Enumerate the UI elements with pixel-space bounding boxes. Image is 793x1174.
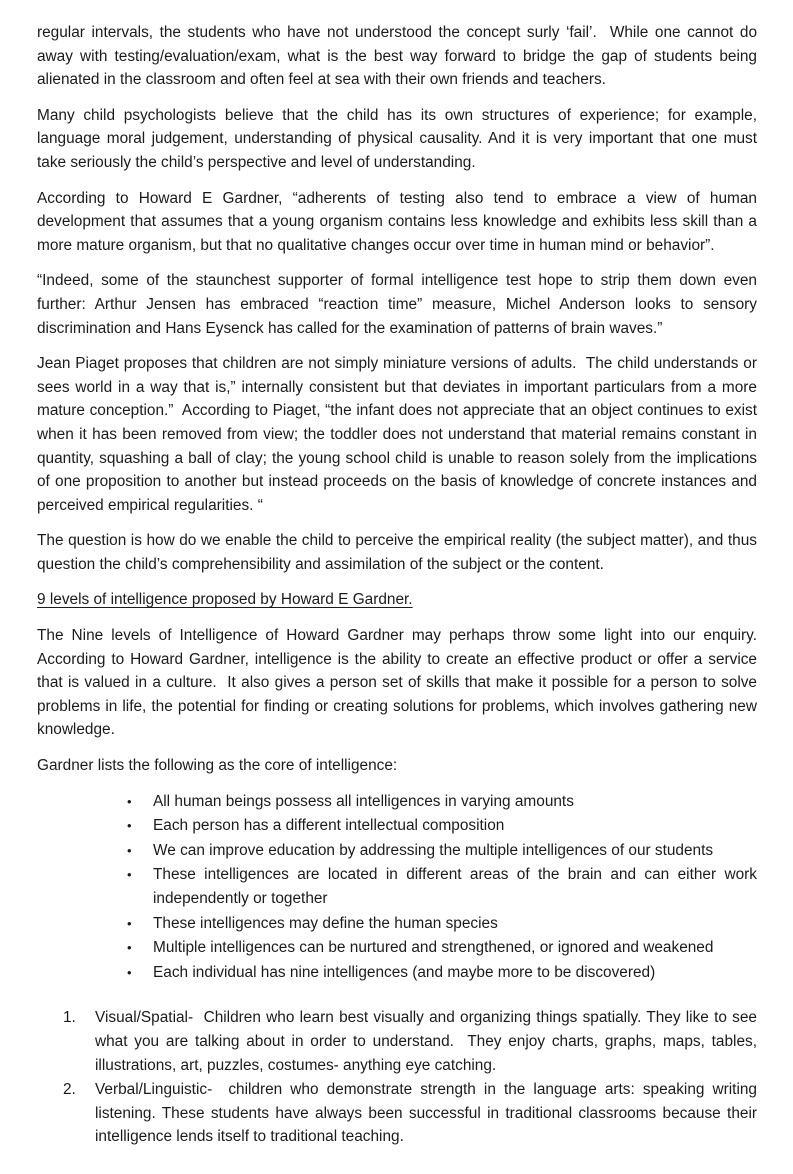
numbered-item-text: Visual/Spatial- Children who learn best visually and organizing things spatially. They like to see what you are talking about in order to understand. They enjoy charts, graphs, maps, tables, illustrations, art, puzzles, costumes- anything eye catching. [95, 1009, 762, 1074]
paragraph-question: The question is how do we enable the child to perceive the empirical reality (the subject matter), and thus question the child’s comprehensibility and assimilation of the subject or the content. [37, 532, 762, 573]
bullet-text: Each individual has nine intelligences (and maybe more to be discovered) [153, 963, 656, 981]
bullet-text: We can improve education by addressing the multiple intelligences of our students [153, 841, 714, 859]
numbered-item-text: Verbal/Linguistic- children who demonstrate strength in the language arts: speaking writing listening. These students have always been successful in traditional classrooms because their intelligence lends itself to traditional teaching. [95, 1081, 762, 1146]
bullet-icon: • [127, 867, 132, 883]
paragraph-testing-gap: regular intervals, the students who have not understood the concept surly ‘fail’. While one cannot do away with testing/evaluation/exam, what is the best way forward to bridge the gap of students being alienated in the classroom and often feel at sea with their own friends and teachers. [37, 24, 762, 89]
bullet-icon: • [127, 818, 132, 834]
paragraph-gardner-quote: According to Howard E Gardner, “adherents of testing also tend to embrace a view of human development that assumes that a young organism contains less knowledge and exhibits less skill than a more mature organism, but that no qualitative changes occur over time in human mind or behavior”. [37, 189, 762, 254]
bullet-icon: • [127, 793, 132, 809]
number-marker: 2. [63, 1081, 76, 1099]
list-item [127, 863, 762, 910]
paragraph-indeed-quote: “Indeed, some of the staunchest supporter of formal intelligence test hope to strip them down even further: Arthur Jensen has embraced “reaction time” measure, Michel Anderson looks to sensory discrimination and Hans Eysenck has called for the examination of patterns of brain waves.” [37, 272, 762, 337]
paragraph-child-psychologists: Many child psychologists believe that the child has its own structures of experience; for example, language moral judgement, understanding of physical causality. And it is very important that one must take seriously the child’s perspective and level of understanding. [37, 106, 762, 171]
bullet-text: Each person has a different intellectual composition [153, 817, 505, 835]
paragraph-nine-levels: The Nine levels of Intelligence of Howard Gardner may perhaps throw some light into our enquiry. According to Howard Gardner, intelligence is the ability to create an effective product or offer a service that is valued in a culture. It also gives a person set of skills that make it possible for a person to solve problems in life, the potential for finding or creating solutions for problems, which involves gathering new knowledge. [37, 627, 766, 739]
number-marker: 1. [63, 1009, 76, 1027]
list-item [127, 961, 757, 985]
bullet-list [37, 790, 762, 985]
numbered-list [37, 1006, 762, 1149]
bullet-text: These intelligences may define the human species [153, 914, 498, 932]
paragraph-piaget: Jean Piaget proposes that children are not simply miniature versions of adults. The child understands or sees world in a way that is,” internally consistent but that deviates in important particulars from a more mature conception.” According to Piaget, “the infant does not appreciate that an object continues to exist when it has been removed from view; the toddler does not understand that material remains constant in quantity, squashing a ball of clay; the young school child is unable to reason solely from the implications of one proposition to another but instead proceeds on the basis of knowledge of concrete instances and perceived empirical regularities. “ [37, 355, 762, 514]
list-item [127, 814, 757, 838]
bullet-icon: • [127, 842, 132, 858]
list-item [127, 912, 757, 936]
numbered-item-verbal-linguistic [63, 1078, 762, 1149]
bullet-icon: • [127, 915, 132, 931]
bullet-icon: • [127, 964, 132, 980]
numbered-item-visual-spatial [63, 1006, 762, 1077]
bullet-text: These intelligences are located in different areas of the brain and can either work independently or together [153, 866, 762, 907]
bullet-text: Multiple intelligences can be nurtured and strengthened, or ignored and weakened [153, 939, 714, 957]
list-item [127, 790, 757, 814]
list-item [127, 839, 757, 863]
list-item [127, 936, 757, 960]
paragraph-core-intro: Gardner lists the following as the core of intelligence: [37, 757, 398, 775]
section-heading: 9 levels of intelligence proposed by Howard E Gardner. [37, 591, 413, 609]
bullet-text: All human beings possess all intelligences in varying amounts [153, 792, 574, 810]
bullet-icon: • [127, 940, 132, 956]
